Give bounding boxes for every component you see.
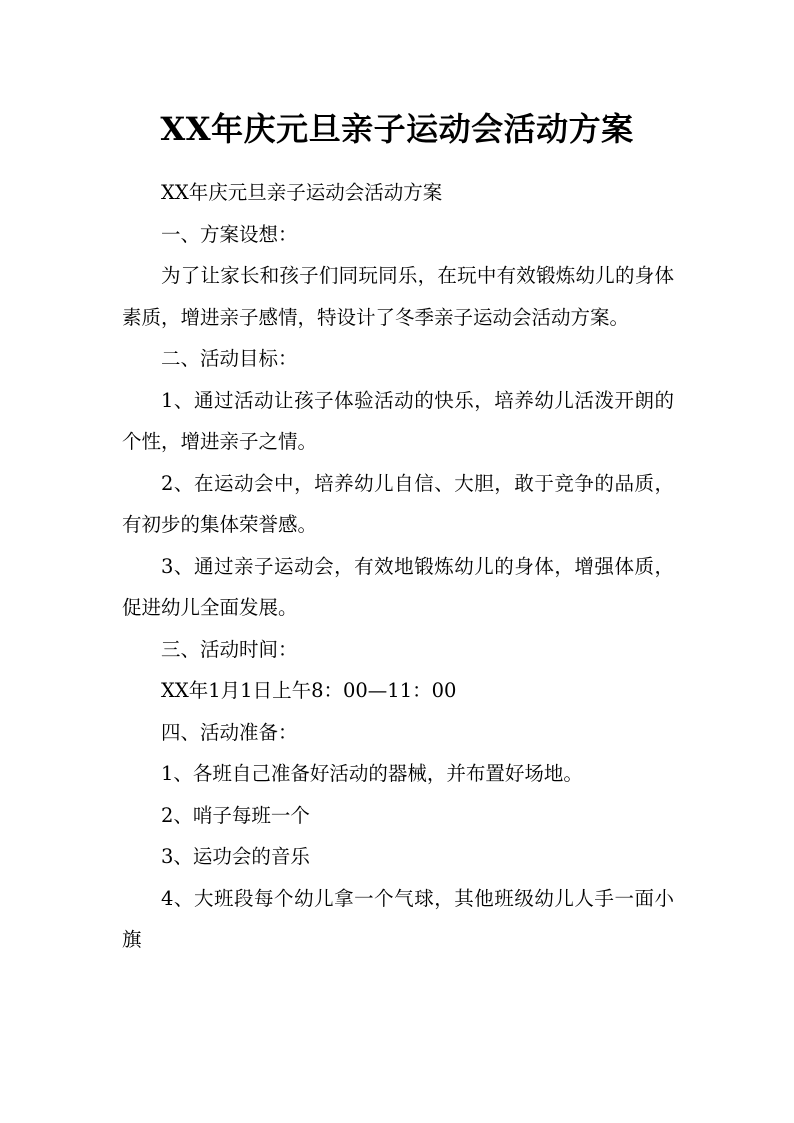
document-title: XX年庆元旦亲子运动会活动方案	[160, 110, 634, 148]
paragraph-plan-idea: 为了让家长和孩子们同玩同乐，在玩中有效锻炼幼儿的身体素质，增进亲子感情，特设计了冬季亲子运动会活动方案。	[122, 264, 674, 329]
paragraph-time: XX年1月1日上午8：00—11：00	[161, 679, 457, 702]
document-body	[122, 172, 674, 961]
section-heading-time: 三、活动时间：	[161, 637, 298, 661]
preparation-item-4: 4、大班段每个幼儿拿一个气球，其他班级幼儿人手一面小旗	[122, 886, 674, 951]
goal-item-1: 1、通过活动让孩子体验活动的快乐，培养幼儿活泼开朗的个性，增进亲子之情。	[122, 388, 674, 453]
section-heading-plan-idea: 一、方案设想：	[161, 222, 298, 246]
paragraph-subtitle: XX年庆元旦亲子运动会活动方案	[161, 181, 443, 204]
preparation-item-3: 3、运功会的音乐	[161, 845, 310, 868]
preparation-item-2: 2、哨子每班一个	[161, 803, 310, 827]
goal-item-2: 2、在运动会中，培养幼儿自信、大胆，敢于竞争的品质，有初步的集体荣誉感。	[122, 471, 674, 536]
goal-item-3: 3、通过亲子运动会，有效地锻炼幼儿的身体，增强体质，促进幼儿全面发展。	[122, 554, 674, 619]
section-heading-goals: 二、活动目标：	[161, 347, 298, 370]
preparation-item-1: 1、各班自己准备好活动的器械，并布置好场地。	[161, 762, 583, 785]
section-heading-preparation: 四、活动准备：	[161, 720, 298, 744]
